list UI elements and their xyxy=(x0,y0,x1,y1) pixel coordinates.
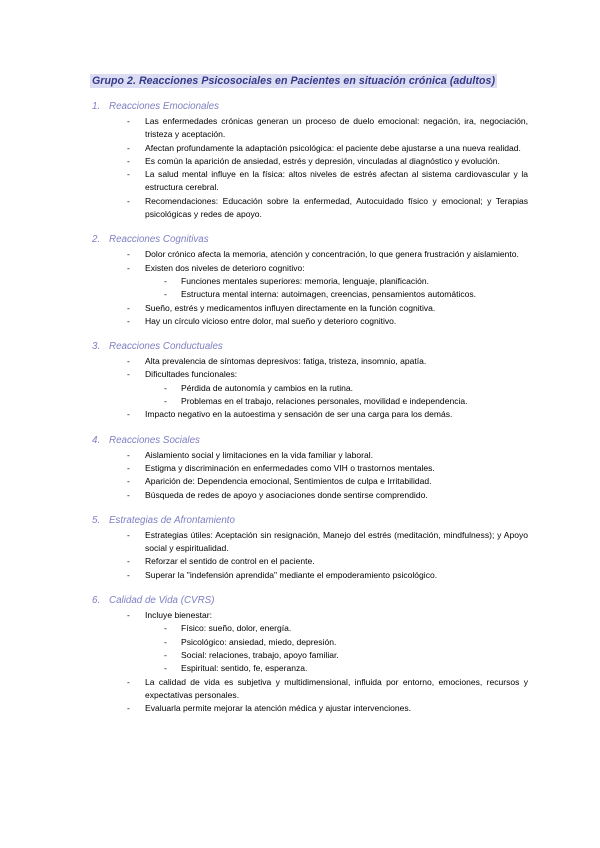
section-heading-text: Reacciones Cognitivas xyxy=(109,234,209,246)
list-item xyxy=(127,462,528,475)
list-item xyxy=(127,676,528,703)
dash-bullet-icon: - xyxy=(164,636,167,647)
sub-list-item xyxy=(164,636,528,649)
section xyxy=(92,234,528,328)
title-wrap xyxy=(90,71,497,89)
list-item-text: Dificultades funcionales: xyxy=(145,369,238,380)
list-item-text: Búsqueda de redes de apoyo y asociaciones donde sentirse comprendido. xyxy=(145,489,428,500)
list-item-text: Afectan profundamente la adaptación psicológica: el paciente debe ajustarse a una nueva realidad. xyxy=(145,142,521,153)
list-item-text: Impacto negativo en la autoestima y sensación de ser una carga para los demás. xyxy=(145,409,453,420)
sub-list-item-text: Problemas en el trabajo, relaciones personales, movilidad e independencia. xyxy=(181,396,468,407)
list-item xyxy=(127,302,528,315)
list-item-text: Las enfermedades crónicas generan un proceso de duelo emocional: negación, ira, negociación, tristeza y aceptación. xyxy=(145,116,528,140)
section-number: 1. xyxy=(92,101,101,112)
list-item-text: Superar la "indefensión aprendida" mediante el empoderamiento psicológico. xyxy=(145,569,438,580)
sub-list-item xyxy=(164,275,528,288)
sub-list-item xyxy=(164,382,528,395)
list-item-text: Aparición de: Dependencia emocional, Sentimientos de culpa e Irritabilidad. xyxy=(145,476,432,487)
list-item xyxy=(127,115,528,142)
section-number: 3. xyxy=(92,341,101,353)
dash-bullet-icon: - xyxy=(164,289,167,300)
section-heading-text: Reacciones Sociales xyxy=(109,434,200,446)
dash-bullet-icon: - xyxy=(127,462,130,473)
dash-bullet-icon: - xyxy=(164,649,167,660)
sub-list-item-text: Espiritual: sentido, fe, esperanza. xyxy=(181,663,308,674)
sub-list-item xyxy=(164,662,528,675)
sub-list-item xyxy=(164,649,528,662)
dash-bullet-icon: - xyxy=(127,529,130,540)
dash-bullet-icon: - xyxy=(164,623,167,634)
dash-bullet-icon: - xyxy=(127,449,130,460)
section-number: 6. xyxy=(92,595,101,607)
list-item-text: Aislamiento social y limitaciones en la vida familiar y laboral. xyxy=(145,449,374,460)
section-heading xyxy=(92,341,528,353)
section xyxy=(92,101,528,221)
bullet-list xyxy=(92,115,528,221)
list-item-text: La calidad de vida es subjetiva y multidimensional, influida por entorno, emociones, recursos y expectativas personales. xyxy=(145,676,528,700)
list-item-text: Dolor crónico afecta la memoria, atención y concentración, lo que genera frustración y aislamiento. xyxy=(145,249,519,260)
section-heading xyxy=(92,234,528,246)
sub-list-item-text: Pérdida de autonomía y cambios en la rutina. xyxy=(181,382,353,393)
list-item xyxy=(127,142,528,155)
list-item-text: Estigma y discriminación en enfermedades como VIH o trastornos mentales. xyxy=(145,462,435,473)
list-item xyxy=(127,489,528,502)
list-item-text: Hay un círculo vicioso entre dolor, mal sueño y deterioro cognitivo. xyxy=(145,315,397,326)
sub-list-item xyxy=(164,395,528,408)
list-item-text: Incluye bienestar: xyxy=(145,610,212,621)
list-item xyxy=(127,368,528,408)
dash-bullet-icon: - xyxy=(127,409,130,420)
section xyxy=(92,341,528,421)
dash-bullet-icon: - xyxy=(127,169,130,180)
section xyxy=(92,515,528,582)
list-item-text: Reforzar el sentido de control en el paciente. xyxy=(145,556,315,567)
section-heading xyxy=(92,101,528,113)
bullet-list xyxy=(92,529,528,582)
document-title: Grupo 2. Reacciones Psicosociales en Pacientes en situación crónica (adultos) xyxy=(92,75,496,87)
list-item-text: Estrategias útiles: Aceptación sin resignación, Manejo del estrés (meditación, mindfulness); y Apoyo social y espiritualidad. xyxy=(145,529,528,554)
section xyxy=(92,595,528,715)
sub-list-item-text: Físico: sueño, dolor, energía. xyxy=(181,623,292,634)
dash-bullet-icon: - xyxy=(127,569,130,580)
dash-bullet-icon: - xyxy=(127,676,130,687)
dash-bullet-icon: - xyxy=(164,663,167,674)
dash-bullet-icon: - xyxy=(127,369,130,380)
list-item-text: Existen dos niveles de deterioro cognitivo: xyxy=(145,262,305,273)
bullet-list xyxy=(92,609,528,715)
section-number: 5. xyxy=(92,514,101,526)
dash-bullet-icon: - xyxy=(127,476,130,487)
dash-bullet-icon: - xyxy=(164,396,167,407)
list-item xyxy=(127,315,528,328)
section-number: 2. xyxy=(92,234,101,246)
list-item xyxy=(127,195,528,222)
list-item xyxy=(127,475,528,488)
list-item xyxy=(127,355,528,368)
dash-bullet-icon: - xyxy=(127,489,130,500)
list-item-text: Evaluarla permite mejorar la atención médica y ajustar intervenciones. xyxy=(145,703,412,714)
section-heading xyxy=(92,595,528,607)
section-heading xyxy=(92,435,528,447)
sub-list-item xyxy=(164,288,528,301)
section-heading xyxy=(92,515,528,527)
list-item xyxy=(127,529,528,556)
bullet-list xyxy=(92,355,528,421)
dash-bullet-icon: - xyxy=(127,262,130,273)
list-item-text: Recomendaciones: Educación sobre la enfermedad, Autocuidado físico y emocional; y Terapias psicológicas y redes de apoyo. xyxy=(145,195,528,220)
sub-list-item-text: Estructura mental interna: autoimagen, creencias, pensamientos automáticos. xyxy=(181,289,477,300)
list-item xyxy=(127,609,528,675)
dash-bullet-icon: - xyxy=(127,142,130,153)
list-item-text: Es común la aparición de ansiedad, estrés y depresión, vinculadas al diagnóstico y evolución. xyxy=(145,155,500,166)
dash-bullet-icon: - xyxy=(127,116,130,126)
list-item xyxy=(127,408,528,421)
list-item xyxy=(127,449,528,462)
list-item xyxy=(127,248,528,261)
list-item-text: Alta prevalencia de síntomas depresivos: fatiga, tristeza, insomnio, apatía. xyxy=(145,356,427,367)
section-number: 4. xyxy=(92,434,101,446)
dash-bullet-icon: - xyxy=(164,382,167,393)
section xyxy=(92,435,528,502)
sub-list xyxy=(145,622,528,675)
sub-list-item-text: Funciones mentales superiores: memoria, lenguaje, planificación. xyxy=(181,275,429,286)
dash-bullet-icon: - xyxy=(127,356,130,367)
bullet-list xyxy=(92,248,528,328)
dash-bullet-icon: - xyxy=(127,195,130,206)
list-item-text: La salud mental influye en la física: altos niveles de estrés afectan al sistema cardiovascular y la estructura cerebral. xyxy=(145,169,528,193)
dash-bullet-icon: - xyxy=(127,155,130,166)
dash-bullet-icon: - xyxy=(127,556,130,567)
list-item xyxy=(127,569,528,582)
list-item xyxy=(127,702,528,715)
dash-bullet-icon: - xyxy=(164,275,167,286)
list-item xyxy=(127,155,528,168)
list-item-text: Sueño, estrés y medicamentos influyen directamente en la función cognitiva. xyxy=(145,302,436,313)
dash-bullet-icon: - xyxy=(127,249,130,260)
list-item xyxy=(127,555,528,568)
dash-bullet-icon: - xyxy=(127,610,130,621)
bullet-list xyxy=(92,449,528,502)
sub-list-item-text: Social: relaciones, trabajo, apoyo familiar. xyxy=(181,649,339,660)
document-body xyxy=(92,101,528,728)
section-heading-text: Calidad de Vida (CVRS) xyxy=(109,595,215,607)
section-heading-text: Reacciones Conductuales xyxy=(109,341,223,353)
section-heading-text: Estrategias de Afrontamiento xyxy=(109,514,235,526)
dash-bullet-icon: - xyxy=(127,703,130,714)
section-heading-text: Reacciones Emocionales xyxy=(109,101,219,112)
sub-list-item xyxy=(164,622,528,635)
sub-list xyxy=(145,275,528,302)
list-item xyxy=(127,262,528,302)
sub-list xyxy=(145,382,528,409)
sub-list-item-text: Psicológico: ansiedad, miedo, depresión. xyxy=(181,636,337,647)
dash-bullet-icon: - xyxy=(127,315,130,326)
dash-bullet-icon: - xyxy=(127,302,130,313)
list-item xyxy=(127,168,528,195)
